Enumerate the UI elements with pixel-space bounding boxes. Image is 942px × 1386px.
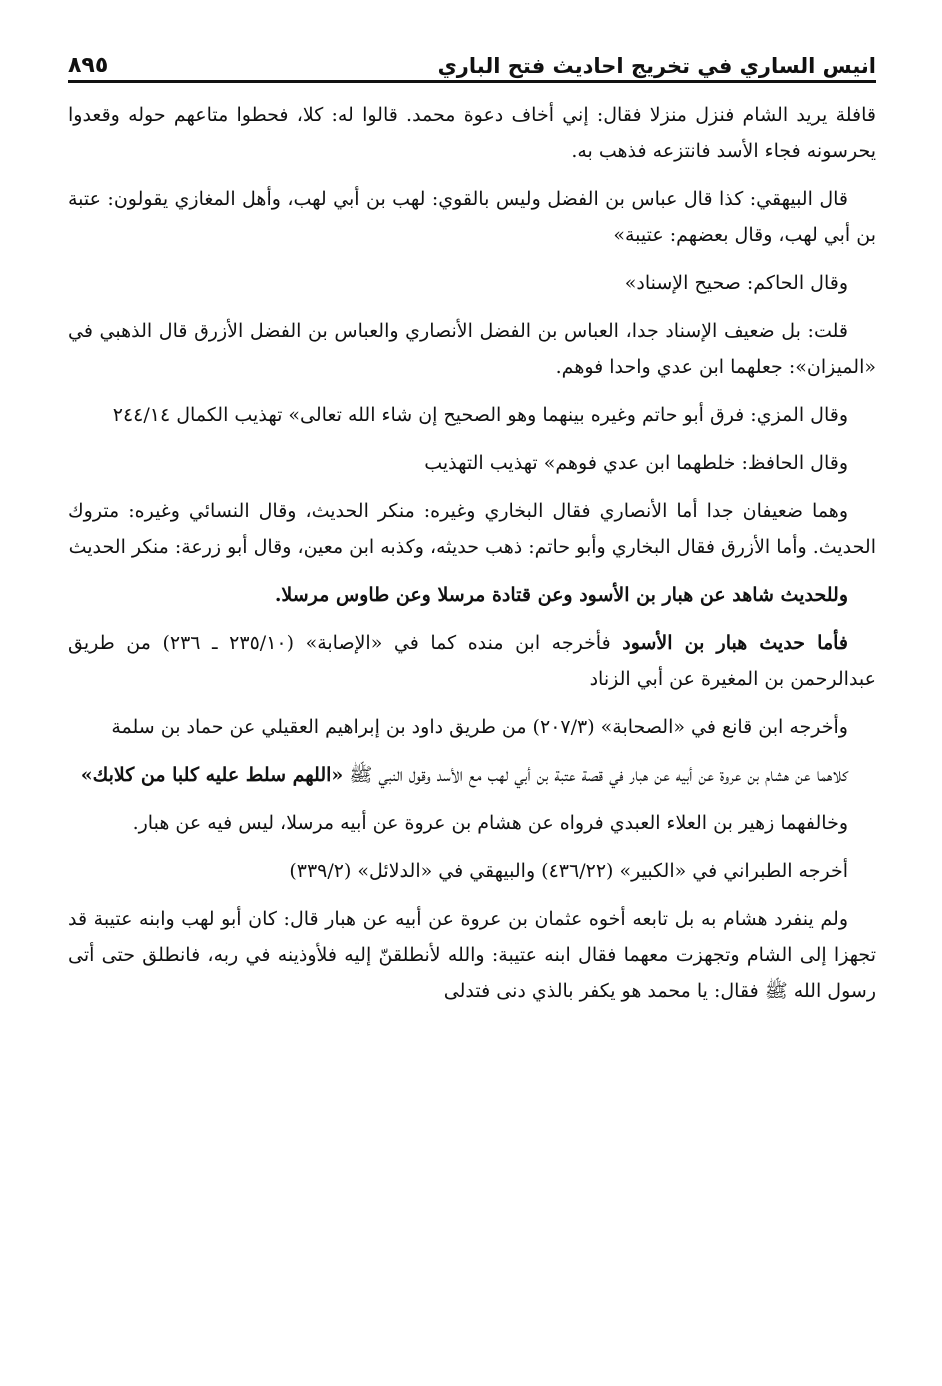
paragraph-bayhaqi: قال البيهقي: كذا قال عباس بن الفضل وليس بالقوي: لهب بن أبي لهب، وأهل المغازي يقولون: عتبة بن أبي لهب، وقال بعضهم: عتيبة» (68, 188, 876, 246)
paragraph-weakness: وهما ضعيفان جدا أما الأنصاري فقال البخاري وغيره: منكر الحديث، وقال النسائي وغيره: متروك الحديث. وأما الأزرق فقال البخاري وأبو حاتم: ذهب حديثه، وكذبه ابن معين، وقال أبو زرعة: منكر الحديث (68, 500, 876, 558)
page-body (68, 83, 876, 1009)
paragraph-shahid: وللحديث شاهد عن هبار بن الأسود وعن قتادة مرسلا وعن طاوس مرسلا. (274, 584, 848, 606)
habbar-heading: فأما حديث هبار بن الأسود (622, 632, 848, 654)
paragraph-hafiz: وقال الحافظ: خلطهما ابن عدي فوهم» تهذيب التهذيب (424, 452, 848, 474)
paragraph-continuation: قافلة يريد الشام فنزل منزلا فقال: إني أخاف دعوة محمد. قالوا له: كلا، فحطوا متاعهم حوله وقعدوا يحرسونه فجاء الأسد فانتزعه فذهب به. (68, 104, 876, 162)
kilahuma-text: كلاهما عن هشام بن عروة عن أبيه عن هبار في قصة عتبة بن أبي لهب مع الأسد وقول النبي ﷺ (343, 764, 848, 786)
prophet-quote: «اللهم سلط عليه كلبا من كلابك» (80, 764, 344, 786)
paragraph-kilahuma (68, 757, 876, 793)
running-title: انيس الساري في تخريج احاديث فتح الباري (437, 54, 876, 78)
paragraph-habbar (68, 625, 876, 697)
paragraph-mizzi: وقال المزي: فرق أبو حاتم وغيره بينهما وهو الصحيح إن شاء الله تعالى» تهذيب الكمال ٢٤٤/١٤ (112, 404, 848, 426)
habbar-text: فأخرجه ابن منده كما في «الإصابة» (٢٣٥/١٠ ـ ٢٣٦) من طريق عبدالرحمن بن المغيرة عن أبي الزناد (68, 632, 876, 690)
paragraph-ibn-qani: وأخرجه ابن قانع في «الصحابة» (٢٠٧/٣) من طريق داود بن إبراهيم العقيلي عن حماد بن سلمة (111, 716, 848, 738)
paragraph-tabarani: أخرجه الطبراني في «الكبير» (٤٣٦/٢٢) والبيهقي في «الدلائل» (٣٣٩/٢) (289, 860, 848, 882)
paragraph-zuhayr: وخالفهما زهير بن العلاء العبدي فرواه عن هشام بن عروة عن أبيه مرسلا، ليس فيه عن هبار. (132, 812, 848, 834)
page-number: ٨٩٥ (68, 53, 109, 78)
page-header (68, 38, 876, 83)
paragraph-uthman: ولم ينفرد هشام به بل تابعه أخوه عثمان بن عروة عن أبيه عن هبار قال: كان أبو لهب وابنه عتيبة قد تجهزا إلى الشام وتجهزت معهما فقال ابنه عتيبة: والله لأنطلقنّ إليه فلأوذينه في ربه، فانطلق حتى أتى رسول الله ﷺ فقال: يا محمد هو يكفر بالذي دنى فتدلى (68, 908, 876, 1002)
paragraph-hakim: وقال الحاكم: صحيح الإسناد» (624, 272, 848, 294)
paragraph-qultu: قلت: بل ضعيف الإسناد جدا، العباس بن الفضل الأنصاري والعباس بن الفضل الأزرق قال الذهبي في «الميزان»: جعلهما ابن عدي واحدا فوهم. (68, 320, 876, 378)
document-page (68, 38, 876, 1368)
